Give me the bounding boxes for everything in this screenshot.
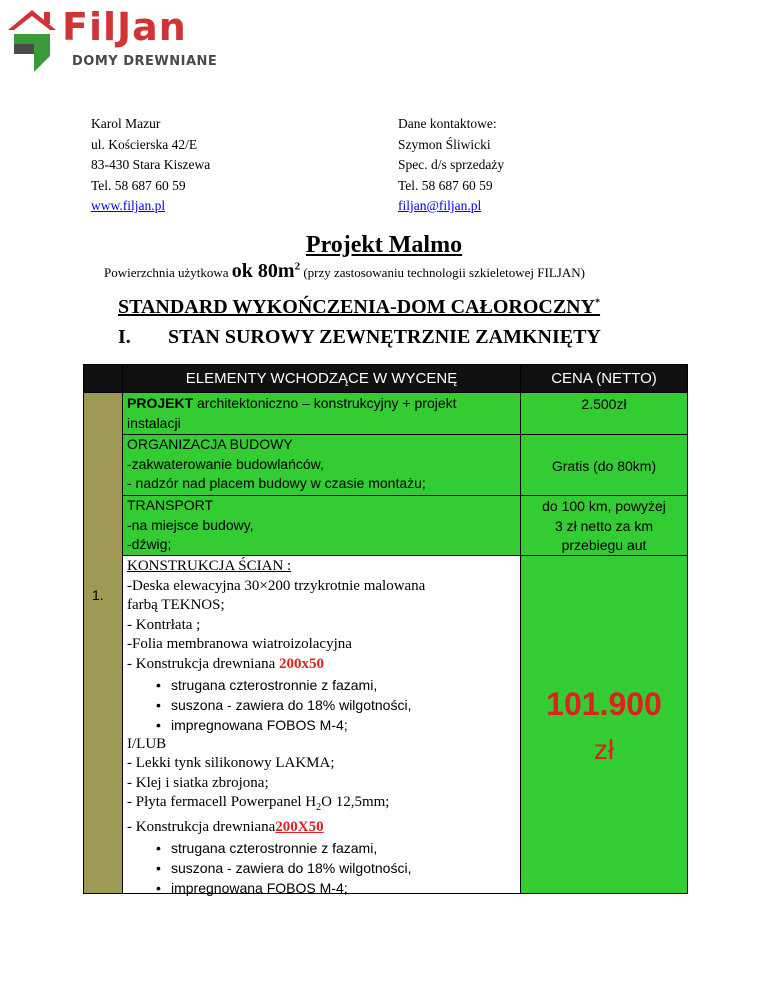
company-address [91,114,210,217]
website-link[interactable]: www.filjan.pl [91,198,166,213]
header-price: CENA (NETTO) [520,364,688,393]
list-item: • impregnowana FOBOS M-4; [149,715,520,735]
area-note: (przy zastosowaniu technologii szkieletowej FILJAN) [303,265,585,280]
company-logo [4,4,224,74]
section-heading [118,326,601,349]
company-street: ul. Kościerska 42/E [91,136,198,152]
konstrukcja-price-cell [520,555,688,894]
konstrukcja-cell: KONSTRUKCJA ŚCIAN : -Deska elewacyjna 30×200 trzykrotnie malowana farbą TEKNOS; - Kontrłata ; -Folia membranowa wiatroizolacyjna - Konstrukcja drewniana 200x50 • strugana czterostronnie z fazami, • suszona - zawiera do 18% wilgotności, • impregnowana FOBOS M-4; I/LUB - Lekki tynk silikonowy LAKMA; - Klej i siatka zbrojona; - Płyta fermacell Powerpanel $H_2O$ 12,5mm; - Konstrukcja drewniana200X50 • strugana czterostronnie z fazami, • suszona - zawiera do 18% wilgotności, • impregnowana FOBOS M-4; [122,555,521,894]
section-number: I. [118,326,131,348]
price-table [83,364,688,894]
list-item: • impregnowana FOBOS M-4; [149,878,520,898]
area-line [104,260,585,283]
row-number-cell [83,392,123,894]
header-number-cell [83,364,123,393]
contact-block [398,114,504,217]
projekt-cell: PROJEKT architektoniczno – konstrukcyjny + projekt instalacji [122,392,521,435]
company-phone: Tel. 58 687 60 59 [91,177,186,193]
transport-cell: TRANSPORT -na miejsce budowy, -dźwig; [122,495,521,556]
konstrukcja-currency: zł [593,734,615,765]
company-city: 83-430 Stara Kiszewa [91,157,211,172]
transport-price: do 100 km, powyżej 3 zł netto za km przebiegu aut [520,495,688,556]
email-link[interactable]: filjan@filjan.pl [398,198,482,213]
contact-name: Szymon Śliwicki [398,136,491,152]
header-elements: ELEMENTY WCHODZĄCE W WYCENĘ [122,364,521,393]
logo-tagline: DOMY DREWNIANE [72,54,218,69]
contact-phone: Tel. 58 687 60 59 [398,177,493,193]
konstrukcja-price: 101.900 [546,686,662,722]
area-value: ok $80m^2$ [231,260,301,282]
list-item: • suszona - zawiera do 18% wilgotności, [149,695,520,715]
project-title: Projekt Malmo [305,232,463,258]
contact-heading: Dane kontaktowe: [398,116,497,131]
house-logo-icon [4,4,64,76]
organizacja-price: Gratis (do 80km) [520,434,688,496]
area-label: Powierzchnia użytkowa [104,265,229,280]
organizacja-cell: ORGANIZACJA BUDOWY -zakwaterowanie budowlańców, - nadzór nad placem budowy w czasie montażu; [122,434,521,496]
row-number: 1. [92,587,104,603]
list-item: • strugana czterostronnie z fazami, [149,675,520,695]
standard-heading: STANDARD WYKOŃCZENIA-DOM CAŁOROCZNY* [118,296,601,318]
list-item: • strugana czterostronnie z fazami, [149,838,520,858]
logo-brand: FilJan [62,5,187,49]
company-name: Karol Mazur [91,116,161,131]
projekt-price: 2.500zł [520,392,688,435]
list-item: • suszona - zawiera do 18% wilgotności, [149,858,520,878]
contact-role: Spec. d/s sprzedaży [398,157,505,172]
konstrukcja-heading: KONSTRUKCJA ŚCIAN : [127,558,292,574]
section-title: STAN SUROWY ZEWNĘTRZNIE ZAMKNIĘTY [168,326,601,348]
